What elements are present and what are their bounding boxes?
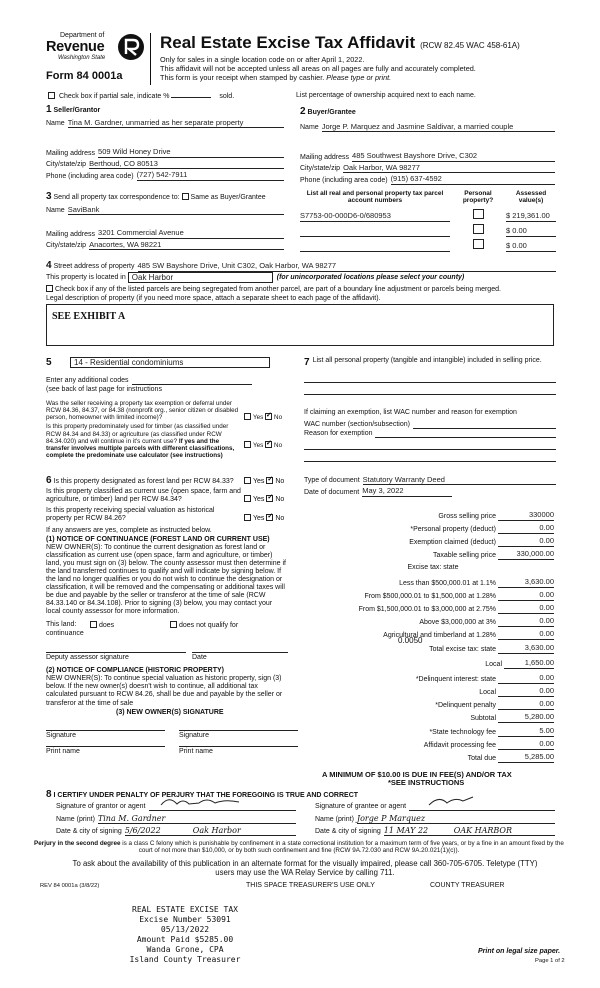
buyer-phone[interactable]: (915) 637-4592 bbox=[391, 175, 555, 185]
parcel-row bbox=[300, 209, 560, 222]
calc-label: Total excise tax: state bbox=[429, 645, 496, 653]
s6q3-yes-label: Yes bbox=[253, 514, 265, 522]
calc-row bbox=[330, 674, 554, 684]
calc-row bbox=[330, 537, 554, 547]
segregated-checkbox[interactable] bbox=[46, 285, 53, 292]
exemption-label: If claiming an exemption, list WAC number and reason for exemption bbox=[304, 408, 517, 416]
additional-codes-field[interactable] bbox=[132, 377, 252, 385]
header-divider bbox=[150, 33, 151, 85]
q1-no-checkbox[interactable] bbox=[265, 413, 272, 420]
correspondence-mailing[interactable]: 3201 Commercial Avenue bbox=[98, 229, 284, 239]
buyer-city-label: City/state/zip bbox=[300, 165, 341, 173]
calc-value[interactable]: 0.00 bbox=[498, 604, 554, 614]
correspondence-name-label: Name bbox=[46, 207, 65, 215]
grantee-signing bbox=[315, 801, 555, 836]
grantor-date[interactable]: 5/6/2022 bbox=[125, 826, 185, 836]
assessed-value[interactable]: $ 0.00 bbox=[506, 242, 556, 252]
property-located-label: This property is located in bbox=[46, 273, 126, 281]
header-note-3 bbox=[160, 74, 391, 82]
buyer-num: 2 bbox=[300, 106, 306, 117]
calc-row bbox=[330, 524, 554, 534]
calc-row bbox=[330, 753, 554, 763]
buyer-mailing[interactable]: 485 Southwest Bayshore Drive, C302 bbox=[352, 152, 555, 162]
continuance-label: continuance bbox=[46, 630, 84, 638]
see-instructions: *SEE INSTRUCTIONS bbox=[388, 778, 465, 787]
same-as-buyer-label: Same as Buyer/Grantee bbox=[190, 194, 266, 201]
parcel-number[interactable] bbox=[300, 242, 450, 252]
s6q2-yes-checkbox[interactable] bbox=[244, 495, 251, 502]
calc-value[interactable]: 0.00 bbox=[498, 630, 554, 640]
dor-dept-line2: Revenue bbox=[46, 39, 105, 55]
reason-line-2[interactable] bbox=[304, 438, 556, 450]
calc-value[interactable]: 0.00 bbox=[498, 524, 554, 534]
personal-property-checkbox[interactable] bbox=[473, 239, 484, 249]
header-note-2: This affidavit will not be accepted unless all areas on all pages are fully and accurately completed. bbox=[160, 64, 476, 73]
doc-date[interactable]: May 3, 2022 bbox=[362, 487, 452, 497]
partial-sale-sold: sold. bbox=[219, 93, 235, 100]
calc-label: Affidavit processing fee bbox=[423, 741, 496, 749]
section5-q2a: Is this property predominately used for timber (as classified under RCW 84.34 and 84.33) or agriculture (as classified under RCW 84.34.020) and will continue in it's current use? bbox=[46, 423, 229, 445]
calc-label: Exemption claimed (deduct) bbox=[409, 538, 496, 546]
s6q3-no-label: No bbox=[275, 514, 285, 522]
seller-heading: Seller/Grantor bbox=[53, 107, 101, 114]
stamp-line: Wanda Grone, CPA bbox=[146, 945, 224, 954]
calc-value[interactable]: 3,630.00 bbox=[498, 578, 554, 588]
notice-continuance-text: NEW OWNER(S): To continue the current designation as forest land or classification as current use (open space, farm and agriculture, or timber) land, you must sign on (3) below. The county assessor must then determine if the land transferred continues to qualify and will indicate by signing below. If the land no longer qualifies or you do not wish to continue the designation or classification, it will be removed and the compensating or additional taxes will be due and payable by the seller or transferor at the time of sale (RCW 84.33.140 or 84.34.108). Prior to signing (3) below, you may contact your local county assessor for more information. bbox=[46, 543, 286, 616]
q1-yes-checkbox[interactable] bbox=[244, 413, 251, 420]
same-as-buyer-checkbox[interactable] bbox=[182, 193, 189, 200]
perjury-lead: Perjury in the second degree bbox=[34, 840, 121, 847]
alt-format-notice: To ask about the availability of this publication in an alternate format for the visually impaired, please call 360-705-6705. Teletype (TTY) users may use the WA Relay Service by calling 711. bbox=[72, 859, 538, 877]
calc-label: Gross selling price bbox=[438, 512, 496, 520]
calc-row bbox=[330, 687, 554, 697]
s6q3-yes-checkbox[interactable] bbox=[244, 514, 251, 521]
section5 bbox=[46, 357, 296, 459]
q1-yes-label: Yes bbox=[253, 414, 264, 422]
calc-row bbox=[330, 700, 554, 710]
grantor-name-label: Name (print) bbox=[56, 816, 95, 824]
header-note-3a: This form is your receipt when stamped by cashier. bbox=[160, 73, 325, 82]
grantor-signing bbox=[56, 801, 296, 836]
use-code-select[interactable]: 14 - Residential condominiums bbox=[70, 357, 270, 368]
partial-sale-blank[interactable] bbox=[171, 97, 211, 98]
treasurer-stamp bbox=[110, 905, 260, 965]
calc-label: *Personal property (deduct) bbox=[410, 525, 496, 533]
correspondence-mailing-label: Mailing address bbox=[46, 230, 96, 238]
grantor-city[interactable]: Oak Harbor bbox=[185, 826, 296, 836]
calc-row bbox=[330, 578, 554, 588]
partial-sale-row bbox=[48, 92, 234, 101]
new-owner-signature-heading: (3) NEW OWNER(S) SIGNATURE bbox=[116, 708, 224, 716]
section5-q1: Was the seller receiving a property tax exemption or deferral under RCW 84.36, 84.37, or 84.38 (nonprofit org., senior citizen or disabled person, homeowner with limited income)? bbox=[46, 399, 239, 422]
grantee-date-label: Date & city of signing bbox=[315, 828, 381, 836]
parcel-number[interactable]: S7753-00-000D6-0/680953 bbox=[300, 212, 450, 222]
s6q3-no-checkbox[interactable] bbox=[266, 514, 273, 521]
minimum-fee-note: A MINIMUM OF $10.00 IS DUE IN FEE(S) AND/OR TAX bbox=[322, 770, 512, 779]
calc-row bbox=[330, 511, 554, 521]
grantor-signature[interactable] bbox=[149, 801, 296, 811]
s6q1-no-label: No bbox=[275, 478, 285, 486]
new-owner-signature-label-2: Signature bbox=[179, 731, 209, 739]
calc-value[interactable]: 0.00 bbox=[498, 700, 554, 710]
stamp-line: Amount Paid $5285.00 bbox=[136, 935, 234, 944]
calc-value[interactable]: 330000 bbox=[498, 511, 554, 521]
q2-no-checkbox[interactable] bbox=[265, 441, 272, 448]
partial-sale-checkbox[interactable] bbox=[48, 92, 55, 99]
property-location-row bbox=[46, 272, 464, 283]
personal-property-line-2[interactable] bbox=[304, 383, 556, 395]
calc-value[interactable]: 5,285.00 bbox=[498, 753, 554, 763]
notice-compliance-text: NEW OWNER(S): To continue special valuation as historic property, sign (3) below. If the new owner(s) doesn't wish to continue, all additional tax calculated pursuant to RCW 84.26, shall be due and payable by the seller or transferor at the time of sale bbox=[46, 675, 283, 707]
doc-type-label: Type of document bbox=[304, 477, 360, 485]
doc-date-label: Date of document bbox=[304, 488, 360, 496]
calc-row bbox=[330, 659, 554, 669]
calc-row bbox=[330, 550, 554, 560]
assessed-value[interactable]: $ 0.00 bbox=[506, 227, 556, 237]
new-owner-print-2[interactable] bbox=[179, 746, 298, 756]
property-street-row bbox=[46, 260, 556, 272]
parcels-table bbox=[300, 190, 560, 252]
section6-q1: Is this property designated as forest land per RCW 84.33? bbox=[53, 478, 234, 485]
section6-num: 6 bbox=[46, 475, 52, 486]
calc-label: *Delinquent penalty bbox=[435, 701, 496, 709]
calc-row bbox=[330, 591, 554, 601]
calc-label: *Delinquent interest: state bbox=[415, 675, 496, 683]
calc-value[interactable]: 330,000.00 bbox=[498, 550, 554, 560]
does-not-checkbox[interactable] bbox=[170, 621, 177, 628]
partial-sale-label: Check box if partial sale, indicate % bbox=[58, 93, 170, 100]
calc-value[interactable]: 0.00 bbox=[498, 687, 554, 697]
buyer-heading: Buyer/Grantee bbox=[307, 109, 356, 116]
new-owner-signature-2[interactable] bbox=[179, 730, 298, 740]
local-rate: 0.0050 bbox=[398, 636, 423, 645]
perjury-notice bbox=[34, 840, 564, 854]
seller-city-label: City/state/zip bbox=[46, 161, 87, 169]
header-note-3b: Please type or print. bbox=[326, 73, 392, 82]
seller-mailing[interactable]: 509 Wild Honey Drive bbox=[98, 148, 284, 158]
q2-yes-label: Yes bbox=[253, 442, 264, 450]
section7 bbox=[304, 357, 556, 497]
calc-value[interactable]: 5.00 bbox=[498, 727, 554, 737]
parcels-col-personal: Personal property? bbox=[462, 190, 494, 205]
wac-label: WAC number (section/subsection) bbox=[304, 420, 410, 428]
parcels-col-assessed: Assessed value(s) bbox=[515, 190, 547, 205]
assessed-value[interactable]: $ 219,361.00 bbox=[506, 212, 556, 222]
section6-q2: Is this property classified as current use (open space, farm and agriculture, or timber) land per RCW 84.34? bbox=[46, 487, 241, 503]
section6-q3: Is this property receiving special valuation as historical property per RCW 84.26? bbox=[46, 506, 215, 522]
grantee-date[interactable]: 11 MAY 22 bbox=[384, 826, 446, 836]
seller-city[interactable]: Berthoud, CO 80513 bbox=[89, 160, 284, 170]
new-owner-print-1[interactable] bbox=[46, 746, 165, 756]
section5-q2b: If yes and the transfer involves multiple parcels with different classifications, complete the predominate use calculator (see instructions) bbox=[46, 437, 235, 460]
reason-label: Reason for exemption bbox=[304, 429, 373, 437]
stamp-line: Island County Treasurer bbox=[129, 955, 241, 964]
calc-label: *State technology fee bbox=[429, 728, 496, 736]
parcel-number[interactable] bbox=[300, 227, 450, 237]
correspondence-city[interactable]: Anacortes, WA 98221 bbox=[89, 241, 284, 251]
certify-text: I CERTIFY UNDER PENALTY OF PERJURY THAT THE FOREGOING IS TRUE AND CORRECT bbox=[53, 792, 359, 799]
page-number: Page 1 of 2 bbox=[535, 958, 565, 964]
seller-num: 1 bbox=[46, 104, 52, 115]
s6q1-yes-checkbox[interactable] bbox=[244, 477, 251, 484]
calc-row bbox=[330, 644, 554, 654]
buyer-name[interactable]: Jorge P. Marquez and Jasmine Saldivar, a married couple bbox=[322, 123, 555, 133]
calc-value[interactable]: 0.00 bbox=[498, 591, 554, 601]
calc-label: Less than $500,000.01 at 1.1% bbox=[399, 579, 496, 587]
treasurer-use: THIS SPACE TREASURER'S USE ONLY bbox=[246, 882, 375, 889]
s6q2-no-checkbox[interactable] bbox=[266, 495, 273, 502]
new-owner-signature-label-1: Signature bbox=[46, 731, 76, 739]
legal-size-note: Print on legal size paper. bbox=[478, 948, 561, 955]
seller-name[interactable]: Tina M. Gardner, unmarried as her separate property bbox=[68, 119, 284, 129]
property-num: 4 bbox=[46, 260, 52, 271]
calc-value[interactable]: 5,280.00 bbox=[498, 713, 554, 723]
legal-description-label: Legal description of property (if you need more space, attach a separate sheet to each page of the affidavit). bbox=[46, 295, 381, 302]
personal-property-label: List all personal property (tangible and intangible) included in selling price. bbox=[312, 357, 542, 364]
section8-num: 8 bbox=[46, 789, 52, 800]
correspondence-label: Send all property tax correspondence to: bbox=[53, 194, 180, 201]
header-note-1: Only for sales in a single location code on or after April 1, 2022. bbox=[160, 55, 365, 64]
parcel-row bbox=[300, 224, 560, 237]
seller-mailing-label: Mailing address bbox=[46, 149, 96, 157]
calc-label: Taxable selling price bbox=[432, 551, 496, 559]
calc-label: From $500,000.01 to $1,500,000 at 1.28% bbox=[364, 592, 496, 600]
grantee-name[interactable]: Jorge P Marquez bbox=[357, 814, 555, 824]
buyer-name-label: Name bbox=[300, 124, 319, 132]
segregated-row bbox=[46, 285, 501, 294]
dor-logo-icon bbox=[116, 32, 146, 62]
calc-row bbox=[330, 564, 554, 572]
section7-num: 7 bbox=[304, 357, 310, 368]
buyer-section bbox=[300, 106, 555, 185]
form-number: Form 84 0001a bbox=[46, 70, 123, 82]
calc-value[interactable]: 0.00 bbox=[498, 537, 554, 547]
calc-label: From $1,500,000.01 to $3,000,000 at 2.75% bbox=[358, 605, 496, 613]
grantor-date-label: Date & city of signing bbox=[56, 828, 122, 836]
personal-property-line-1[interactable] bbox=[304, 369, 556, 383]
calc-value[interactable]: 0.00 bbox=[498, 617, 554, 627]
notice-continuance-heading: (1) NOTICE OF CONTINUANCE (FOREST LAND OR CURRENT USE) bbox=[46, 535, 270, 543]
calc-label: Excise tax: state bbox=[407, 564, 459, 571]
s6q2-no-label: No bbox=[275, 495, 285, 503]
does-label: does bbox=[99, 622, 115, 630]
correspondence-city-label: City/state/zip bbox=[46, 242, 87, 250]
reason-field[interactable] bbox=[375, 430, 556, 438]
perjury-text: is a class C felony which is punishable by confinement in a state correctional institution for a maximum term of five years, or by a fine in an amount fixed by the court of not more than $10,000, or by both such confinement and fine (RCW 9A.72.030 and RCW 9A.20.021(1)(c)). bbox=[122, 840, 564, 855]
seller-section bbox=[46, 104, 284, 181]
section6 bbox=[46, 475, 298, 756]
ownership-note: List percentage of ownership acquired next to each name. bbox=[296, 92, 476, 99]
this-land-label: This land: bbox=[46, 621, 77, 629]
calc-label: Above $3,000,000 at 3% bbox=[419, 618, 496, 626]
deputy-date-line[interactable] bbox=[192, 652, 288, 662]
calc-row bbox=[330, 727, 554, 737]
stamp-line: Excise Number 53091 bbox=[139, 915, 231, 924]
parcel-row bbox=[300, 239, 560, 252]
grantee-sig-label: Signature of grantee or agent bbox=[315, 802, 407, 810]
stamp-line: 05/13/2022 bbox=[160, 925, 210, 934]
parcels-col-numbers: List all real and personal property tax parcel account numbers bbox=[306, 190, 444, 205]
s6q2-yes-label: Yes bbox=[253, 495, 265, 503]
calc-value[interactable]: 0.00 bbox=[498, 674, 554, 684]
grantee-name-label: Name (print) bbox=[315, 816, 354, 824]
grantor-sig-label: Signature of grantor or agent bbox=[56, 802, 146, 810]
new-owner-signature-1[interactable] bbox=[46, 730, 165, 740]
property-located-note: (for unincorporated locations please select your county) bbox=[276, 273, 465, 281]
s6q1-yes-label: Yes bbox=[253, 478, 265, 486]
grantee-city[interactable]: OAK HARBOR bbox=[446, 826, 555, 836]
section5-num: 5 bbox=[46, 357, 52, 368]
new-owner-print-label-1: Print name bbox=[46, 747, 80, 755]
stamp-line: REAL ESTATE EXCISE TAX bbox=[132, 905, 238, 914]
buyer-phone-label: Phone (including area code) bbox=[300, 176, 388, 184]
grantor-signature-mark bbox=[159, 795, 249, 809]
additional-codes-note: (see back of last page for instructions bbox=[46, 385, 162, 393]
doc-type[interactable]: Statutory Warranty Deed bbox=[363, 476, 556, 486]
q2-no-label: No bbox=[274, 442, 283, 450]
correspondence-name[interactable]: SaviBank bbox=[68, 206, 284, 216]
personal-property-checkbox[interactable] bbox=[473, 224, 484, 234]
dor-dept-line3: Washington State bbox=[58, 55, 106, 61]
grantee-signature[interactable] bbox=[409, 801, 555, 811]
correspondence-num: 3 bbox=[46, 191, 52, 202]
calc-label: Local bbox=[479, 688, 496, 696]
deputy-date-label: Date bbox=[192, 654, 207, 662]
property-street-label: Street address of property bbox=[53, 263, 135, 271]
seller-phone-label: Phone (including area code) bbox=[46, 172, 134, 180]
personal-property-checkbox[interactable] bbox=[473, 209, 484, 219]
wac-field[interactable] bbox=[413, 421, 556, 429]
calc-value[interactable]: 0.00 bbox=[498, 740, 554, 750]
q2-yes-checkbox[interactable] bbox=[244, 441, 251, 448]
calc-label: Subtotal bbox=[470, 714, 496, 722]
does-not-label: does not qualify for bbox=[179, 622, 239, 630]
form-title bbox=[160, 33, 520, 53]
q1-no-label: No bbox=[274, 414, 283, 422]
additional-codes-label: Enter any additional codes bbox=[46, 376, 129, 384]
deputy-signature-line[interactable] bbox=[46, 652, 186, 662]
property-located-select[interactable]: Oak Harbor bbox=[128, 272, 273, 283]
calc-value[interactable]: 1,650.00 bbox=[504, 659, 554, 669]
calc-row bbox=[330, 630, 554, 640]
does-checkbox[interactable] bbox=[90, 621, 97, 628]
calc-row bbox=[330, 740, 554, 750]
calc-row bbox=[330, 604, 554, 614]
calc-value[interactable]: 3,630.00 bbox=[498, 644, 554, 654]
dor-logo bbox=[46, 32, 146, 72]
correspondence-section bbox=[46, 191, 284, 250]
any-yes-note: If any answers are yes, complete as instructed below. bbox=[46, 526, 212, 534]
dor-dept-line1: Department of bbox=[60, 32, 105, 39]
grantee-signature-mark bbox=[427, 793, 477, 809]
legal-description: SEE EXHIBIT A bbox=[52, 311, 126, 322]
calc-label: Agricultural and timberland at 1.28% bbox=[383, 631, 496, 639]
county-treasurer: COUNTY TREASURER bbox=[430, 882, 505, 889]
property-street[interactable]: 485 SW Bayshore Drive, Unit C302, Oak Harbor, WA 98277 bbox=[138, 262, 557, 272]
calc-row bbox=[330, 713, 554, 723]
seller-phone[interactable]: (727) 542-7911 bbox=[137, 171, 284, 181]
grantor-name[interactable]: Tina M. Gardner bbox=[98, 814, 296, 824]
reason-line-3[interactable] bbox=[304, 450, 556, 462]
segregated-label: Check box if any of the listed parcels are being segregated from another parcel, are part of a boundary line adjustment or parcels being merged. bbox=[55, 286, 501, 293]
legal-description-box[interactable] bbox=[46, 304, 554, 346]
form-title-text: Real Estate Excise Tax Affidavit bbox=[160, 33, 416, 52]
new-owner-print-label-2: Print name bbox=[179, 747, 213, 755]
rev-number: REV 84 0001a (3/8/22) bbox=[40, 883, 100, 889]
buyer-city[interactable]: Oak Harbor, WA 98277 bbox=[343, 164, 555, 174]
notice-compliance-heading: (2) NOTICE OF COMPLIANCE (HISTORIC PROPERTY) bbox=[46, 667, 224, 675]
buyer-mailing-label: Mailing address bbox=[300, 153, 350, 161]
form-rcw: (RCW 82.45 WAC 458-61A) bbox=[420, 41, 520, 50]
calc-label: Local bbox=[485, 660, 502, 668]
s6q1-no-checkbox[interactable] bbox=[266, 477, 273, 484]
calc-row bbox=[330, 617, 554, 627]
seller-name-label: Name bbox=[46, 120, 65, 128]
deputy-signature-label: Deputy assessor signature bbox=[46, 654, 129, 662]
calc-label: Total due bbox=[467, 754, 496, 762]
